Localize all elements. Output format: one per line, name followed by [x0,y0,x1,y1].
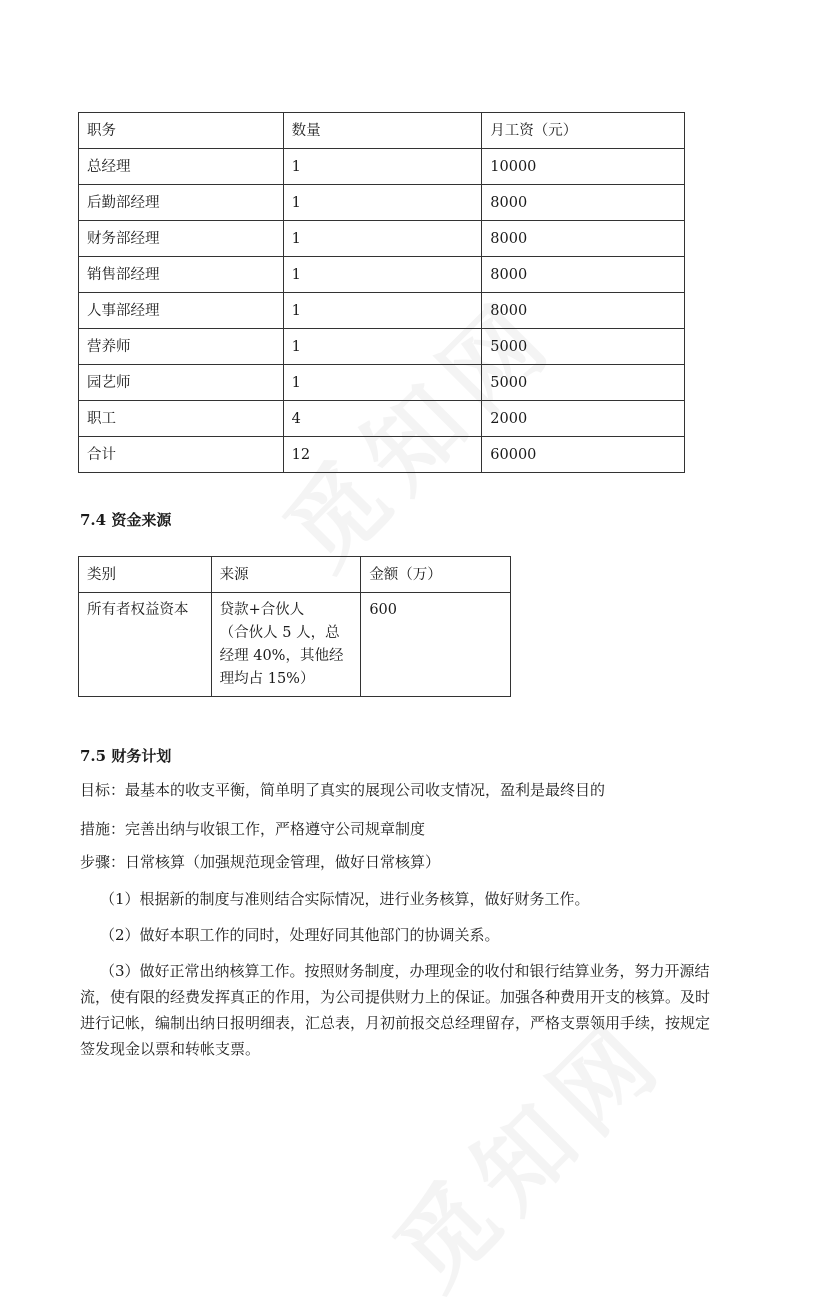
source-cell [211,593,361,697]
position-cell: 人事部经理 [79,293,284,329]
step-1-text: （1）根据新的制度与准则结合实际情况，进行业务核算，做好财务工作。 [100,890,590,908]
table-row [79,329,685,365]
count-cell: 4 [283,401,482,437]
table-row [79,593,511,697]
position-cell: 后勤部经理 [79,185,284,221]
table-header-row [79,557,511,593]
table-row [79,257,685,293]
table-row [79,185,685,221]
staff-salary-table [78,112,685,473]
position-cell: 营养师 [79,329,284,365]
position-cell: 财务部经理 [79,221,284,257]
table-row [79,221,685,257]
count-cell: 1 [283,365,482,401]
table-row [79,149,685,185]
count-cell: 1 [283,293,482,329]
header-cell: 职务 [79,113,284,149]
table-row [79,365,685,401]
salary-cell: 60000 [482,437,685,473]
position-cell: 职工 [79,401,284,437]
funding-source-table [78,556,511,697]
step-2-text: （2）做好本职工作的同时，处理好同其他部门的协调关系。 [100,926,500,944]
salary-cell: 10000 [482,149,685,185]
count-cell: 12 [283,437,482,473]
count-cell: 1 [283,149,482,185]
salary-cell: 5000 [482,365,685,401]
step-3-text: （3）做好正常出纳核算工作。按照财务制度，办理现金的收付和银行结算业务，努力开源结流，使有限的经费发挥真正的作用，为公司提供财力上的保证。加强各种费用开支的核算。及时进行记帐，编制出纳日报明细表，汇总表，月初前报交总经理留存，严格支票领用手续，按规定签发现金以票和转帐支票。 [80,962,711,1058]
header-cell: 来源 [211,557,361,593]
section-heading-7-4: 7.4 资金来源 [80,511,172,529]
steps-text: 步骤：日常核算（加强规范现金管理，做好日常核算） [80,853,441,871]
salary-cell: 8000 [482,185,685,221]
table-row [79,293,685,329]
header-cell: 月工资（元） [482,113,685,149]
measures-text: 措施：完善出纳与收银工作，严格遵守公司规章制度 [80,820,426,838]
table-total-row [79,437,685,473]
count-cell: 1 [283,329,482,365]
position-cell: 合计 [79,437,284,473]
count-cell: 1 [283,221,482,257]
source-main: 贷款+合伙人 [219,602,305,618]
table-header-row [79,113,685,149]
salary-cell: 2000 [482,401,685,437]
count-cell: 1 [283,185,482,221]
header-cell: 数量 [283,113,482,149]
count-cell: 1 [283,257,482,293]
position-cell: 总经理 [79,149,284,185]
salary-cell: 5000 [482,329,685,365]
category-cell: 所有者权益资本 [79,593,212,697]
salary-cell: 8000 [482,257,685,293]
source-detail: （合伙人 5 人，总经理 40%，其他经理均占 15%） [219,625,344,687]
position-cell: 销售部经理 [79,257,284,293]
salary-cell: 8000 [482,221,685,257]
goal-text: 目标：最基本的收支平衡，简单明了真实的展现公司收支情况，盈利是最终目的 [80,781,606,799]
table-row [79,401,685,437]
amount-cell: 600 [361,593,511,697]
header-cell: 金额（万） [361,557,511,593]
section-heading-7-5: 7.5 财务计划 [80,747,172,765]
position-cell: 园艺师 [79,365,284,401]
salary-cell: 8000 [482,293,685,329]
header-cell: 类别 [79,557,212,593]
